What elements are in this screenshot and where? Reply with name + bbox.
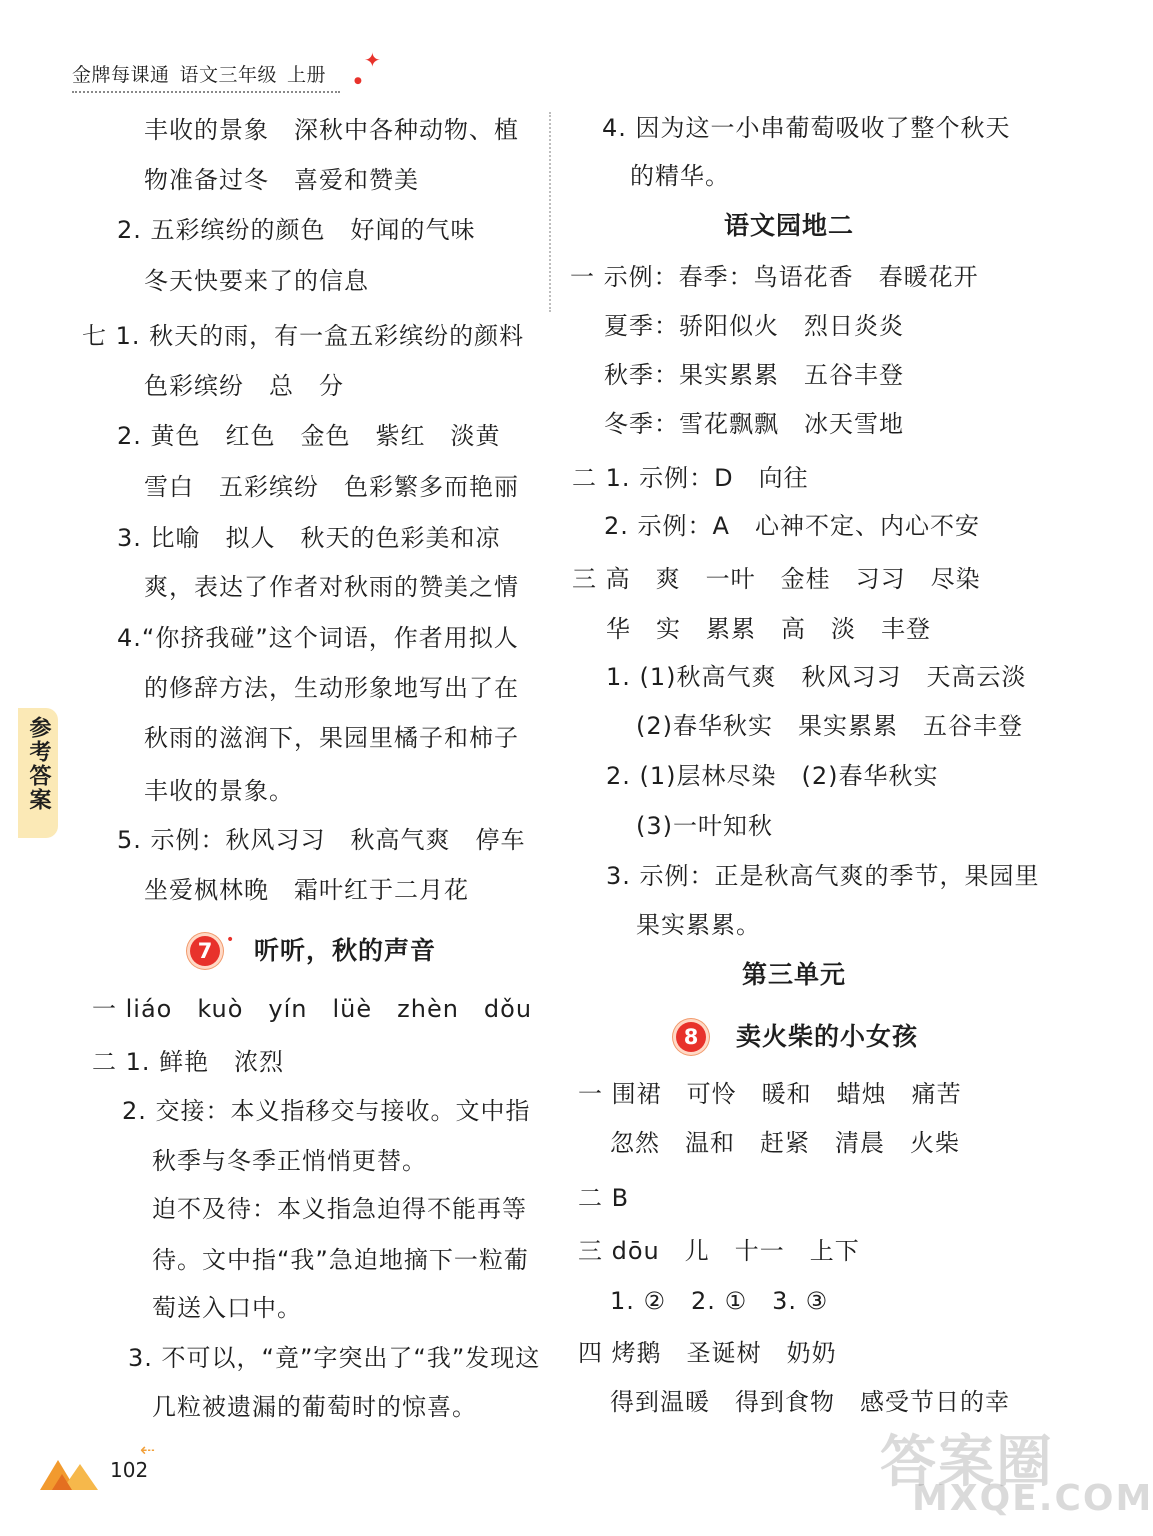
- answer-line: 丰收的景象 深秋中各种动物、植: [144, 116, 519, 144]
- answer-line: 二 1. 示例：D 向往: [572, 464, 809, 492]
- dot-icon: ●: [354, 76, 362, 86]
- answer-line: 2. 五彩缤纷的颜色 好闻的气味: [117, 216, 476, 244]
- answer-line: 二 B: [578, 1184, 630, 1212]
- answer-line: 坐爱枫林晚 霜叶红于二月花: [144, 876, 469, 904]
- section-heading: 语文园地二: [724, 211, 855, 240]
- answer-line: 迫不及待：本义指急迫得不能再等: [152, 1195, 527, 1223]
- answer-line: 三 dōu 儿 十一 上下: [578, 1237, 860, 1265]
- answer-line: 的精华。: [630, 162, 730, 190]
- answer-line: 二 1. 鲜艳 浓烈: [92, 1048, 285, 1076]
- volume: 上册: [287, 64, 327, 86]
- answer-line: 3. 示例：正是秋高气爽的季节，果园里: [606, 862, 1040, 890]
- arrow-icon: ⇠: [140, 1440, 156, 1461]
- subject-grade: 语文三年级: [179, 64, 278, 86]
- answer-line: 一 示例：春季：鸟语花香 春暖花开: [570, 263, 979, 291]
- answer-line: 2. 交接：本义指移交与接收。文中指: [122, 1097, 531, 1125]
- answer-line: 2. (1)层林尽染 (2)春华秋实: [606, 762, 939, 790]
- lesson-number-badge: 8: [676, 1022, 706, 1052]
- answer-line: 四 烤鹅 圣诞树 奶奶: [578, 1339, 837, 1367]
- answer-line: 物准备过冬 喜爱和赞美: [144, 166, 419, 194]
- answer-line: 4.“你挤我碰”这个词语，作者用拟人: [117, 624, 519, 652]
- watermark-url: MXQE.COM: [912, 1478, 1153, 1519]
- answer-line: 爽，表达了作者对秋雨的赞美之情: [144, 573, 519, 601]
- column-divider: [549, 112, 551, 312]
- answer-line: 夏季：骄阳似火 烈日炎炎: [604, 312, 904, 340]
- answer-line: 三 高 爽 一叶 金桂 习习 尽染: [572, 565, 981, 593]
- watermark-logo: 答案圈: [880, 1430, 1054, 1495]
- answer-line: 萄送入口中。: [152, 1294, 302, 1322]
- answer-line: 1. (1)秋高气爽 秋风习习 天高云淡: [606, 663, 1027, 691]
- answer-line: 秋雨的滋润下，果园里橘子和柿子: [144, 724, 519, 752]
- lesson-title: 听听，秋的声音: [254, 936, 437, 965]
- answer-line: 忽然 温和 赶紧 清晨 火柴: [610, 1129, 960, 1157]
- answer-line: 一 liáo kuò yín lüè zhèn dǒu: [92, 995, 533, 1023]
- answer-line: 1. ② 2. ① 3. ③: [610, 1287, 829, 1315]
- answer-line: 2. 示例：A 心神不定、内心不安: [604, 512, 980, 540]
- answer-line: 3. 不可以，“竟”字突出了“我”发现这: [128, 1344, 541, 1372]
- side-tab-label: 参考答案: [26, 716, 51, 812]
- answer-line: (2)春华秋实 果实累累 五谷丰登: [636, 712, 1023, 740]
- dots-icon: •: [226, 932, 237, 948]
- answer-line: 得到温暖 得到食物 感受节日的幸: [610, 1388, 1010, 1416]
- answer-line: 雪白 五彩缤纷 色彩繁多而艳丽: [144, 473, 519, 501]
- answer-line: 待。文中指“我”急迫地摘下一粒葡: [152, 1246, 529, 1274]
- answer-line: 一 围裙 可怜 暖和 蜡烛 痛苦: [578, 1080, 962, 1108]
- answer-line: 4. 因为这一小串葡萄吸收了整个秋天: [602, 114, 1011, 142]
- answer-line: 冬季：雪花飘飘 冰天雪地: [604, 410, 904, 438]
- answer-line: 七 1. 秋天的雨，有一盒五彩缤纷的颜料: [82, 322, 525, 350]
- mountain-logo-icon: [40, 1452, 104, 1492]
- answer-line: 果实累累。: [636, 911, 761, 939]
- answer-line: 丰收的景象。: [144, 777, 294, 805]
- answer-line: 华 实 累累 高 淡 丰登: [606, 615, 931, 643]
- page-number: 102: [110, 1458, 149, 1482]
- answer-line: (3)一叶知秋: [636, 812, 773, 840]
- lesson-number-badge: 7: [190, 936, 220, 966]
- answer-line: 的修辞方法，生动形象地写出了在: [144, 674, 519, 702]
- answer-line: 5. 示例：秋风习习 秋高气爽 停车: [117, 826, 526, 854]
- brand-name: 金牌每课通: [72, 64, 170, 86]
- answer-line: 秋季：果实累累 五谷丰登: [604, 361, 904, 389]
- book-header: [72, 62, 340, 93]
- answer-line: 几粒被遗漏的葡萄时的惊喜。: [152, 1393, 477, 1421]
- answer-line: 3. 比喻 拟人 秋天的色彩美和凉: [117, 524, 501, 552]
- answer-line: 冬天快要来了的信息: [144, 267, 369, 295]
- answer-line: 秋季与冬季正悄悄更替。: [152, 1147, 427, 1175]
- lesson-title: 卖火柴的小女孩: [736, 1022, 919, 1051]
- unit-heading: 第三单元: [742, 960, 847, 989]
- answer-line: 2. 黄色 红色 金色 紫红 淡黄: [117, 422, 501, 450]
- star-icon: ✦: [364, 48, 381, 72]
- answer-line: 色彩缤纷 总 分: [144, 372, 344, 400]
